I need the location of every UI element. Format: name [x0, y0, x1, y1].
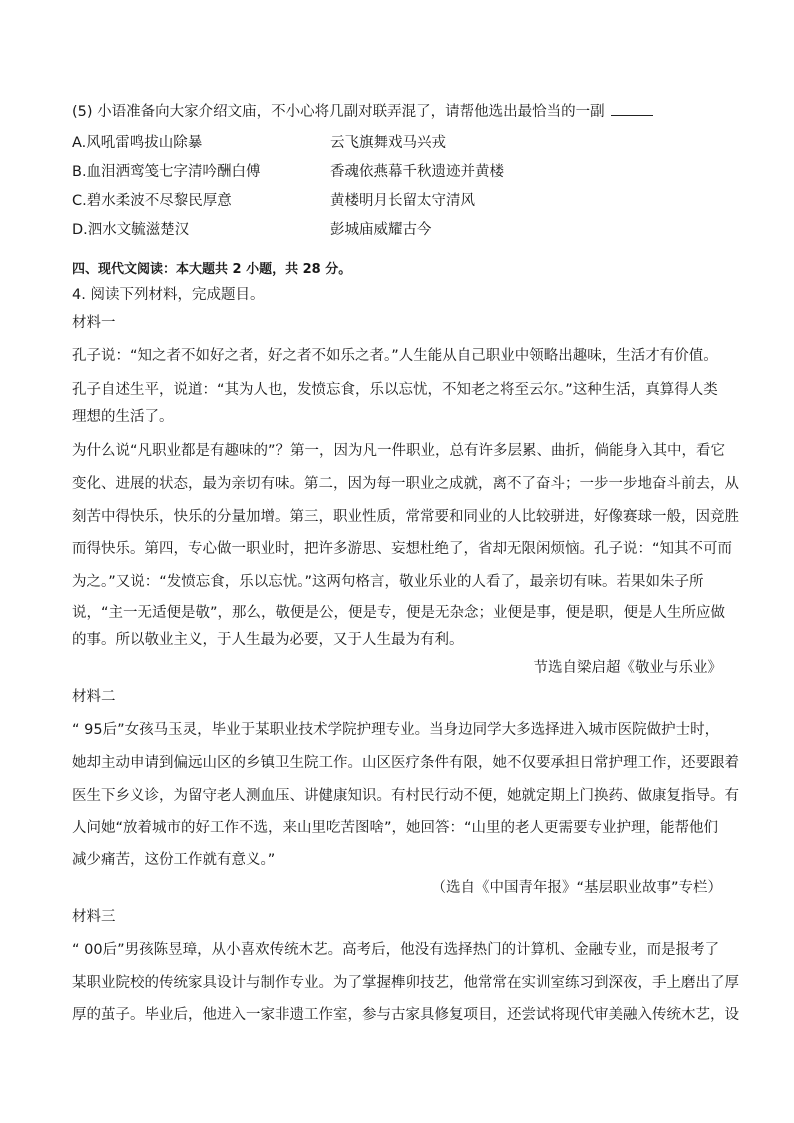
- material-1-line: 说，“主一无适便是敬”，那么，敬便是公，便是专，便是无杂念；业便是事，便是职，便是人生所应做: [72, 605, 726, 621]
- question-4-intro: 4. 阅读下列材料，完成题目。: [72, 287, 265, 303]
- material-3-line: 厚的茧子。毕业后，他进入一家非遗工作室，参与古家具修复项目，还尝试将现代审美融入传统木艺，设: [72, 1007, 739, 1023]
- material-1-line: 的事。所以敬业主义，于人生最为必要，又于人生最为有利。: [72, 632, 464, 648]
- option-b-left: B.血泪洒鸾笺七字清吟酬白傅: [72, 164, 261, 180]
- option-a-right: 云飞旗舞戏马兴戎: [330, 135, 446, 151]
- option-c-left: C.碧水柔波不尽黎民厚意: [72, 193, 232, 209]
- option-b-right: 香魂依燕幕千秋遗迹并黄楼: [330, 164, 504, 180]
- material-3-label: 材料三: [72, 909, 116, 925]
- material-1-line: 而得快乐。第四，专心做一职业时，把许多游思、妄想杜绝了，省却无限闲烦恼。孔子说：“知其不可而: [72, 541, 733, 557]
- question-5-stem: [72, 102, 653, 122]
- material-1-line: 为什么说“凡职业都是有趣味的”？第一，因为凡一件职业，总有许多层累、曲折，倘能身入其中，看它: [72, 443, 726, 459]
- material-2-line: 医生下乡义诊，为留守老人测血压、讲健康知识。有村民行动不便，她就定期上门换药、做康复指导。有: [72, 788, 739, 804]
- material-3-line: “ 00后”男孩陈昱璋，从小喜欢传统木艺。高考后，他没有选择热门的计算机、金融专业，而是报考了: [72, 942, 720, 958]
- material-1-source: 节选自梁启超《敬业与乐业》: [533, 660, 722, 676]
- option-d-right: 彭城庙威耀古今: [330, 222, 432, 238]
- section-4-heading: 四、现代文阅读：本大题共 2 小题，共 28 分。: [72, 262, 352, 277]
- material-1-line: 刻苦中得快乐，快乐的分量加增。第三，职业性质，常常要和同业的人比较骈进，好像赛球一般，因竞胜: [72, 509, 739, 525]
- material-1-line: 理想的生活了。: [72, 409, 174, 425]
- option-d-left: D.泗水文毓滋楚汉: [72, 222, 190, 238]
- material-1-line: 孔子说：“知之者不如好之者，好之者不如乐之者。”人生能从自己职业中领略出趣味，生活才有价值。: [72, 348, 718, 364]
- material-3-line: 某职业院校的传统家具设计与制作专业。为了掌握榫卯技艺，他常常在实训室练习到深夜，手上磨出了厚: [72, 975, 739, 991]
- material-2-line: “ 95后”女孩马玉灵，毕业于某职业技术学院护理专业。当身边同学大多选择进入城市医院做护士时，: [72, 722, 720, 738]
- question-5-text: (5) 小语准备向大家介绍文庙，不小心将几副对联弄混了，请帮他选出最恰当的一副: [72, 104, 605, 120]
- material-2-line: 人问她“放着城市的好工作不选，来山里吃苦图啥”，她回答：“山里的老人更需要专业护理，能帮他们: [72, 820, 719, 836]
- material-1-line: 为之。”又说：“发愤忘食，乐以忘忧。”这两句格言，敬业乐业的人看了，最亲切有味。若果如朱子所: [72, 574, 704, 590]
- option-a-left: A.风吼雷鸣拔山除暴: [72, 135, 203, 151]
- material-1-line: 孔子自述生平，说道：“其为人也，发愤忘食，乐以忘忧，不知老之将至云尔。”这种生活，真算得人类: [72, 382, 718, 398]
- material-1-label: 材料一: [72, 315, 116, 331]
- material-2-source: （选自《中国青年报》“基层职业故事”专栏）: [431, 880, 722, 896]
- material-1-line: 变化、进展的状态，最为亲切有味。第二，因为每一职业之成就，离不了奋斗；一步一步地奋斗前去，从: [72, 476, 739, 492]
- answer-blank[interactable]: [611, 103, 653, 116]
- material-2-label: 材料二: [72, 689, 116, 705]
- material-2-line: 减少痛苦，这份工作就有意义。”: [72, 852, 276, 868]
- option-c-right: 黄楼明月长留太守清风: [330, 193, 475, 209]
- material-2-line: 她却主动申请到偏远山区的乡镇卫生院工作。山区医疗条件有限，她不仅要承担日常护理工作，还要跟着: [72, 755, 739, 771]
